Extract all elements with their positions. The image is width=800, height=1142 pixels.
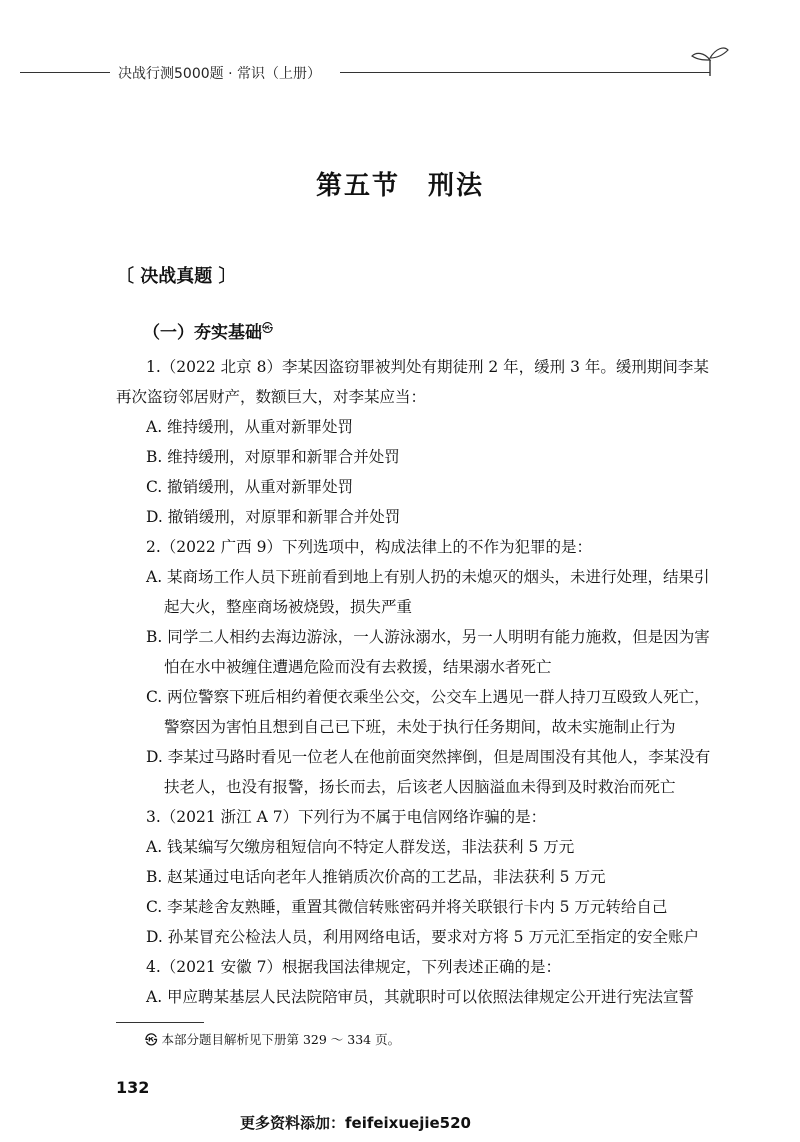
header-rule-right [340,72,710,73]
page-number: 132 [116,1078,150,1097]
question-stem: 4.（2021 安徽 7）根据我国法律规定，下列表述正确的是： [146,958,561,976]
answer-option: C. 两位警察下班后相约着便衣乘坐公交，公交车上遇见一群人持刀互殴致人死亡，警察因为害怕且想到自己已下班，未处于执行任务期间，故未实施制止行为 [146,688,710,736]
question-list [116,352,716,1012]
subsection-heading-text: （一）夯实基础 [143,323,262,343]
footnote-rule [116,1022,204,1023]
header-book-title: 决战行测5000题 · 常识（上册） [118,66,321,82]
answer-option: A. 钱某编写欠缴房租短信向不特定人群发送，非法获利 5 万元 [146,838,575,856]
answer-option: D. 李某过马路时看见一位老人在他前面突然摔倒，但是周围没有其他人，李某没有扶老人，也没有报警，扬长而去，后该老人因脑溢血未得到及时救治而死亡 [146,748,711,796]
question-stem: 1.（2022 北京 8）李某因盗窃罪被判处有期徒刑 2 年，缓刑 3 年。缓刑期间李某再次盗窃邻居财产，数额巨大，对李某应当： [116,358,709,406]
answer-option: B. 维持缓刑，对原罪和新罪合并处罚 [146,448,400,466]
subsection-heading [143,318,273,343]
watermark-text: 更多资料添加：feifeixuejie520 [240,1114,471,1132]
sprout-icon [688,42,732,78]
question-stem: 2.（2022 广西 9）下列选项中，构成法律上的不作为犯罪的是： [146,538,592,556]
answer-option: A. 甲应聘某基层人民法院陪审员，其就职时可以依照法律规定公开进行宪法宣誓 [146,988,695,1006]
footnote-mark-icon: ㉿ [262,321,273,335]
question-stem: 3.（2021 浙江 A 7）下列行为不属于电信网络诈骗的是： [146,808,547,826]
header-rule-left [20,72,110,73]
answer-option: B. 同学二人相约去海边游泳，一人游泳溺水，另一人明明有能力施救，但是因为害怕在水中被缠住遭遇危险而没有去救援，结果溺水者死亡 [146,628,710,676]
exam-banner: 〔 决战真题 〕 [116,266,237,287]
answer-option: A. 某商场工作人员下班前看到地上有别人扔的未熄灭的烟头，未进行处理，结果引起大火，整座商场被烧毁，损失严重 [146,568,710,616]
section-title: 第五节 刑法 [315,171,484,201]
answer-option: B. 赵某通过电话向老年人推销质次价高的工艺品，非法获利 5 万元 [146,868,606,886]
running-header [20,60,720,90]
answer-option: C. 李某趁舍友熟睡，重置其微信转账密码并将关联银行卡内 5 万元转给自己 [146,898,668,916]
answer-option: C. 撤销缓刑，从重对新罪处罚 [146,478,354,496]
answer-option: D. 孙某冒充公检法人员，利用网络电话，要求对方将 5 万元汇至指定的安全账户 [146,928,699,946]
answer-option: D. 撤销缓刑，对原罪和新罪合并处罚 [146,508,401,526]
answer-option: A. 维持缓刑，从重对新罪处罚 [146,418,354,436]
footnote: ㉿ 本部分题目解析见下册第 329 ～ 334 页。 [145,1032,401,1047]
